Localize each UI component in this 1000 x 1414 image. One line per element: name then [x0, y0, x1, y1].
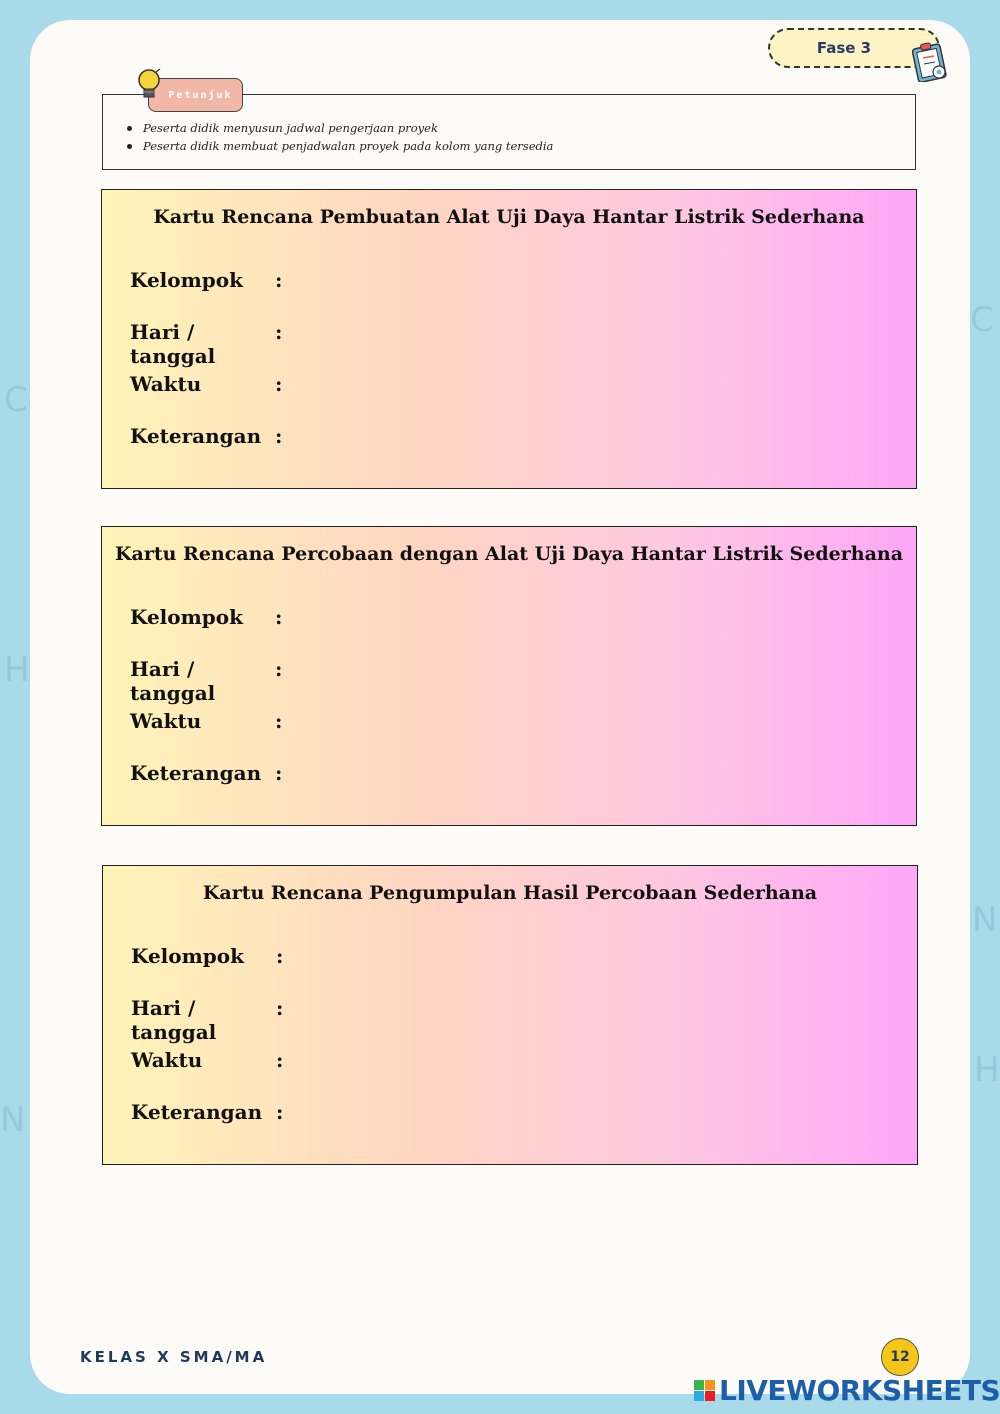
card-title: Kartu Rencana Percobaan dengan Alat Uji Daya Hantar Listrik Sederhana [115, 543, 903, 565]
plan-card-pengumpulan [102, 865, 918, 1165]
field-label: Keterangan [130, 761, 262, 785]
field-colon: : [275, 657, 283, 681]
background-doodle: H [974, 1050, 1000, 1090]
field-hari-tanggal [131, 996, 283, 1044]
field-colon: : [275, 372, 283, 396]
field-colon: : [276, 1048, 284, 1072]
field-waktu [131, 1048, 283, 1072]
list-item: Peserta didik membuat penjadwalan proyek pada kolom yang tersedia [125, 139, 553, 153]
field-keterangan [131, 1100, 283, 1124]
field-label: Kelompok [130, 268, 243, 292]
field-label: Kelompok [131, 944, 244, 968]
petunjuk-tag-label: Petunjuk [168, 89, 233, 101]
field-kelompok [130, 605, 282, 629]
field-label: Keterangan [131, 1100, 263, 1124]
fase-label: Fase 3 [816, 39, 872, 57]
watermark-text: LIVEWORKSHEETS [719, 1374, 1000, 1407]
field-kelompok [131, 944, 283, 968]
field-hari-tanggal [130, 657, 282, 705]
field-colon: : [275, 320, 283, 344]
field-colon: : [276, 944, 284, 968]
field-label: Hari / tanggal [130, 320, 216, 368]
plan-card-percobaan [101, 526, 917, 826]
liveworksheets-watermark [694, 1374, 1000, 1407]
field-keterangan [130, 424, 282, 448]
field-keterangan [130, 761, 282, 785]
background-doodle: H [4, 650, 30, 690]
liveworksheets-logo-icon [694, 1380, 715, 1401]
page-number: 12 [890, 1349, 910, 1365]
footer-kelas: KELAS X SMA/MA [80, 1348, 268, 1366]
background-doodle: C [4, 380, 28, 420]
field-colon: : [275, 605, 283, 629]
field-waktu [130, 709, 282, 733]
field-kelompok [130, 268, 282, 292]
field-hari-tanggal [130, 320, 282, 368]
field-waktu [130, 372, 282, 396]
background-doodle: C [970, 300, 994, 340]
field-label: Waktu [131, 1048, 203, 1072]
petunjuk-list [125, 121, 553, 157]
field-label: Waktu [130, 709, 202, 733]
field-label: Hari / tanggal [131, 996, 217, 1044]
page-number-badge [881, 1338, 919, 1376]
field-colon: : [275, 424, 283, 448]
field-colon: : [276, 996, 284, 1020]
field-colon: : [276, 1100, 284, 1124]
background-doodle: N [0, 1100, 26, 1140]
list-item: Peserta didik menyusun jadwal pengerjaan proyek [125, 121, 553, 135]
field-colon: : [275, 268, 283, 292]
plan-card-pembuatan [101, 189, 917, 489]
lightbulb-icon [136, 68, 164, 104]
field-label: Keterangan [130, 424, 262, 448]
field-label: Hari / tanggal [130, 657, 216, 705]
card-title: Kartu Rencana Pembuatan Alat Uji Daya Hantar Listrik Sederhana [153, 206, 865, 228]
card-title: Kartu Rencana Pengumpulan Hasil Percobaan Sederhana [202, 882, 818, 904]
field-label: Waktu [130, 372, 202, 396]
clipboard-icon [912, 40, 948, 82]
field-colon: : [275, 709, 283, 733]
background-doodle: N [972, 900, 998, 940]
field-label: Kelompok [130, 605, 243, 629]
field-colon: : [275, 761, 283, 785]
